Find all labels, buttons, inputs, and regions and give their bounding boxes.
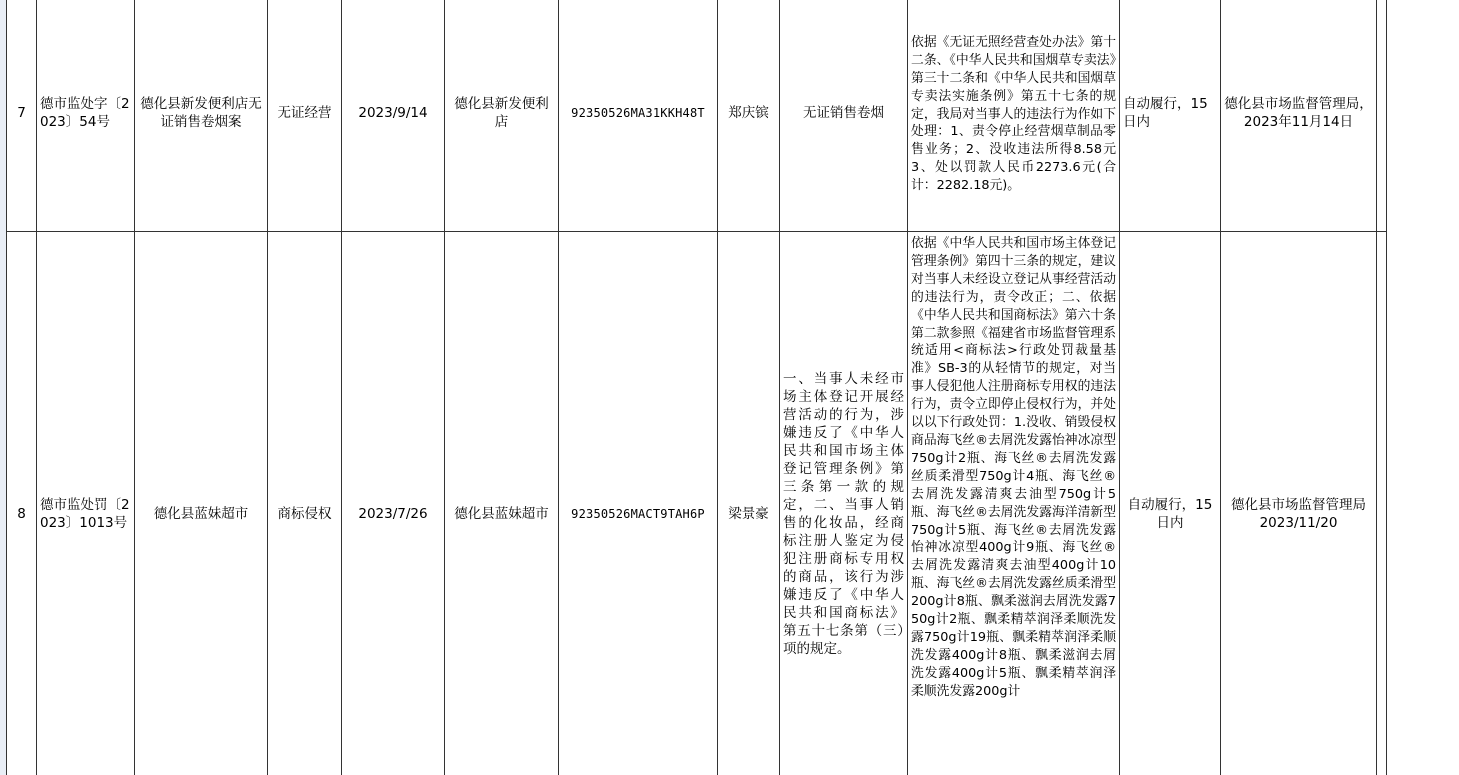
cell-case-name[interactable]: 德化县蓝妹超市 xyxy=(135,232,268,775)
cell-party-name[interactable]: 德化县蓝妹超市 xyxy=(445,232,559,775)
authority-name: 德化县市场监督管理局 xyxy=(1231,496,1366,513)
cell-date[interactable]: 2023/9/14 xyxy=(342,0,445,232)
cell-empty[interactable] xyxy=(1377,232,1387,775)
cell-empty[interactable] xyxy=(1377,0,1387,232)
cell-execution[interactable]: 自动履行，15日内 xyxy=(1120,0,1221,232)
cell-serial-no[interactable]: 7 xyxy=(7,0,37,232)
cell-legal-representative[interactable]: 梁景豪 xyxy=(718,232,780,775)
cell-authority[interactable]: 德化县市场监督管理局，2023年11月14日 xyxy=(1221,0,1377,232)
cell-party-name[interactable]: 德化县新发便利店 xyxy=(445,0,559,232)
cell-violation-facts[interactable]: 无证销售卷烟 xyxy=(780,0,908,232)
table-row[interactable] xyxy=(7,232,1387,775)
cell-penalty-basis[interactable]: 依据《中华人民共和国市场主体登记管理条例》第四十三条的规定，建议对当事人未经设立登记从事经营活动的违法行为，责令改正；二、依据《中华人民共和国商标法》第六十条第二款参照《福建省市场监督管理系统适用<商标法>行政处罚裁量基准》SB-3的从轻情节的规定，对当事人侵犯他人注册商标专用权的违法行为，责令立即停止侵权行为，并处以以下行政处罚：1.没收、销毁侵权商品海飞丝®去屑洗发露怡神冰凉型750g计2瓶、海飞丝®去屑洗发露丝质柔滑型750g计4瓶、海飞丝®去屑洗发露清爽去油型750g计5瓶、海飞丝®去屑洗发露海洋清新型750g计5瓶、海飞丝®去屑洗发露怡神冰凉型400g计9瓶、海飞丝®去屑洗发露清爽去油型400g计10瓶、海飞丝®去屑洗发露丝质柔滑型200g计8瓶、飘柔滋润去屑洗发露750g计2瓶、飘柔精萃润泽柔顺洗发露750g计19瓶、飘柔精萃润泽柔顺洗发露400g计8瓶、飘柔滋润去屑洗发露400g计5瓶、飘柔精萃润泽柔顺洗发露200g计 xyxy=(908,232,1120,775)
cell-document-no[interactable]: 德市监处字〔2023〕54号 xyxy=(37,0,135,232)
cell-credit-code[interactable]: 92350526MA31KKH48T xyxy=(559,0,718,232)
cell-violation-facts[interactable]: 一、当事人未经市场主体登记开展经营活动的行为，涉嫌违反了《中华人民共和国市场主体登记管理条例》第三条第一款的规定，二、当事人销售的化妆品，经商标注册人鉴定为侵犯注册商标专用权的商品，该行为涉嫌违反了《中华人民共和国商标法》第五十七条第（三）项的规定。 xyxy=(780,232,908,775)
cell-serial-no[interactable]: 8 xyxy=(7,232,37,775)
cell-legal-representative[interactable]: 郑庆镔 xyxy=(718,0,780,232)
penalty-table xyxy=(6,0,1387,775)
cell-case-name[interactable]: 德化县新发便利店无证销售卷烟案 xyxy=(135,0,268,232)
cell-violation-type[interactable]: 商标侵权 xyxy=(268,232,342,775)
cell-violation-type[interactable]: 无证经营 xyxy=(268,0,342,232)
cell-document-no[interactable]: 德市监处罚〔2023〕1013号 xyxy=(37,232,135,775)
cell-execution[interactable]: 自动履行，15日内 xyxy=(1120,232,1221,775)
table-row[interactable] xyxy=(7,0,1387,232)
cell-authority[interactable] xyxy=(1221,232,1377,775)
cell-credit-code[interactable]: 92350526MACT9TAH6P xyxy=(559,232,718,775)
cell-date[interactable]: 2023/7/26 xyxy=(342,232,445,775)
cell-penalty-basis[interactable]: 依据《无证无照经营查处办法》第十二条、《中华人民共和国烟草专卖法》第三十二条和《中华人民共和国烟草专卖法实施条例》第五十七条的规定，我局对当事人的违法行为作如下处理：1、责令停止经营烟草制品零售业务；2、没收违法所得8.58元3、处以罚款人民币2273.6元(合计：2282.18元)。 xyxy=(908,0,1120,232)
authority-date: 2023/11/20 xyxy=(1259,514,1338,531)
